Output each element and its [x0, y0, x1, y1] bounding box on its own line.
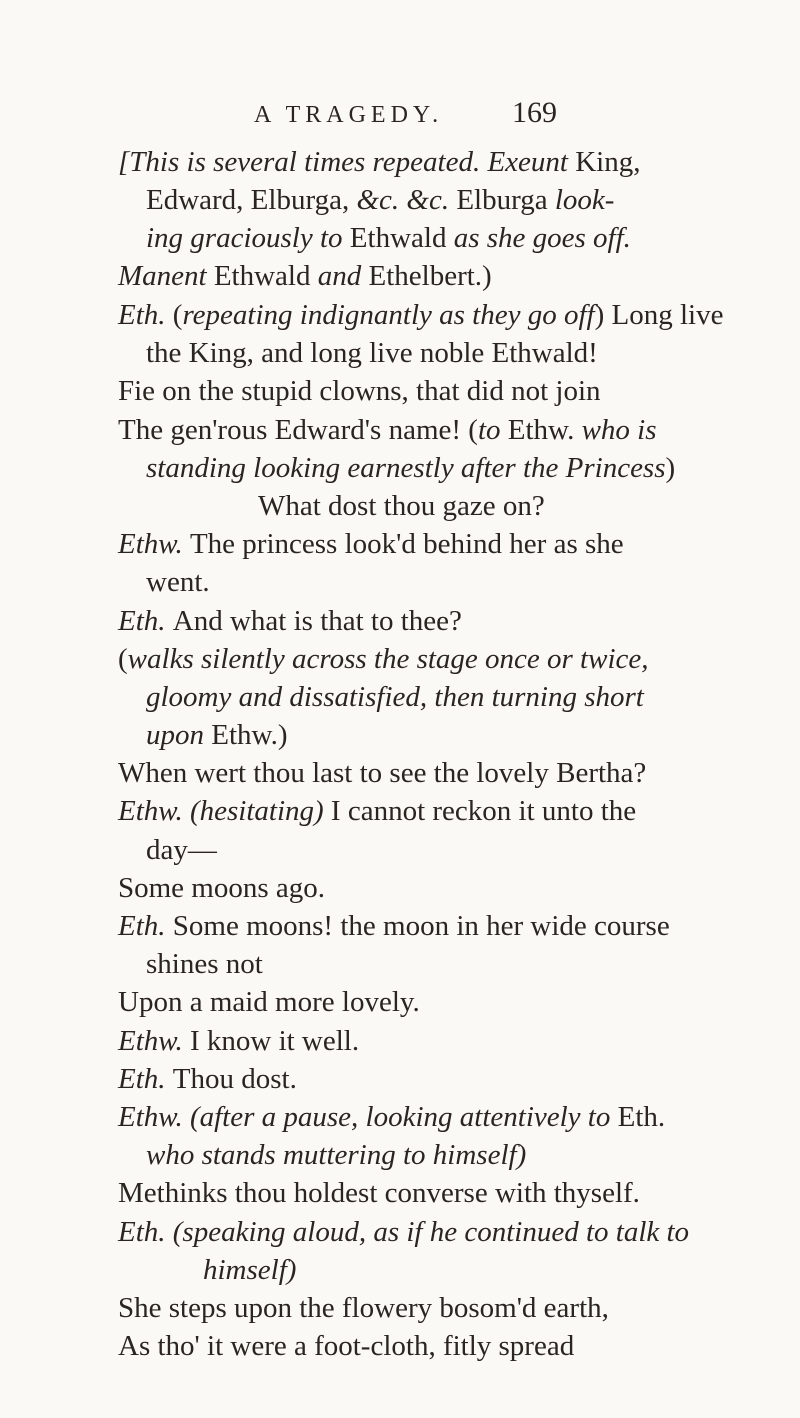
text-segment: ing graciously to — [146, 222, 350, 254]
text-line — [118, 1218, 689, 1247]
text-segment: shines not — [146, 948, 263, 980]
text-segment: standing looking earnestly after the Princess — [146, 452, 666, 484]
text-segment: Elburga — [456, 184, 555, 216]
text-line — [146, 339, 598, 368]
text-line — [146, 186, 614, 215]
text-segment: went. — [146, 566, 210, 598]
text-line — [118, 1103, 665, 1132]
text-segment: Eth. — [118, 910, 173, 942]
text-line — [258, 492, 545, 521]
text-segment: Ethw. (hesitating) — [118, 795, 331, 827]
text-segment: Edward, Elburga, — [146, 184, 357, 216]
text-segment: who stands muttering to himself) — [146, 1139, 527, 1171]
text-segment: Ethw. — [118, 1025, 190, 1057]
text-line — [118, 301, 723, 330]
text-segment: King, — [575, 146, 641, 178]
text-line — [146, 454, 675, 483]
text-segment: Methinks thou holdest converse with thyself. — [118, 1177, 640, 1209]
text-line — [146, 950, 263, 979]
text-segment: The princess look'd behind her as she — [189, 528, 624, 560]
text-segment: I know it well. — [189, 1025, 360, 1057]
text-segment: ) — [665, 452, 676, 484]
text-segment: Eth. — [118, 1063, 173, 1095]
text-segment: ( — [118, 643, 128, 675]
text-segment: Ethwald — [349, 222, 454, 254]
running-title: A TRAGEDY. — [254, 102, 444, 128]
text-segment: She steps upon the flowery bosom'd earth, — [118, 1292, 609, 1324]
text-segment: ) Long live — [594, 299, 724, 331]
text-segment: The gen'rous Edward's name! ( — [118, 414, 478, 446]
text-segment: Manent — [118, 260, 214, 292]
text-segment: as she goes off. — [453, 222, 631, 254]
text-segment: Eth. — [617, 1101, 666, 1133]
text-segment: repeating indignantly as they go off — [182, 299, 595, 331]
text-line — [118, 1179, 640, 1208]
text-line — [118, 1332, 574, 1361]
text-segment: and — [317, 260, 369, 292]
text-line — [118, 1065, 297, 1094]
text-segment: Eth. — [118, 299, 173, 331]
text-line — [118, 759, 646, 788]
text-line — [203, 1256, 296, 1285]
text-line — [118, 416, 657, 445]
text-segment: And what is that to thee? — [172, 605, 462, 637]
text-line — [146, 721, 288, 750]
text-segment: I cannot reckon it unto the — [330, 795, 637, 827]
text-segment: himself) — [203, 1254, 297, 1286]
text-line — [118, 607, 462, 636]
text-segment: Ethw. — [507, 414, 582, 446]
text-line — [118, 530, 624, 559]
text-segment: Ethw. — [118, 528, 190, 560]
text-segment: Eth. (speaking aloud, as if he continued to talk to — [118, 1216, 690, 1248]
page-number: 169 — [512, 96, 557, 129]
text-line — [146, 568, 210, 597]
text-segment: Fie on the stupid clowns, that did not join — [118, 375, 601, 407]
page-header — [0, 96, 800, 136]
text-segment: Upon a maid more lovely. — [118, 986, 420, 1018]
text-segment: gloomy and dissatisfied, then turning short — [146, 681, 644, 713]
text-line — [118, 988, 420, 1017]
text-segment: ( — [172, 299, 183, 331]
text-segment: the King, and long live noble Ethwald! — [146, 337, 598, 369]
text-line — [118, 874, 325, 903]
text-segment: Thou dost. — [172, 1063, 297, 1095]
text-segment: As tho' it were a foot-cloth, fitly spread — [118, 1330, 575, 1362]
text-line — [118, 1027, 359, 1056]
text-segment: look- — [554, 184, 615, 216]
text-segment: walks silently across the stage once or twice, — [127, 643, 649, 675]
text-segment: Some moons ago. — [118, 872, 326, 904]
text-line — [118, 645, 649, 674]
text-segment: Ethelbert.) — [368, 260, 492, 292]
text-segment: Eth. — [118, 605, 173, 637]
text-line — [118, 262, 492, 291]
text-line — [118, 797, 636, 826]
text-segment: upon — [146, 719, 212, 751]
text-segment: Ethwald — [213, 260, 318, 292]
text-segment: to — [477, 414, 508, 446]
text-segment: [This is several times repeated. Exeunt — [118, 146, 576, 178]
text-line — [118, 148, 640, 177]
text-line — [146, 836, 217, 865]
text-segment: &c. &c. — [356, 184, 457, 216]
text-line — [118, 912, 670, 941]
text-line — [146, 1141, 526, 1170]
text-segment: who is — [581, 414, 657, 446]
text-segment: Ethw.) — [211, 719, 288, 751]
text-line — [146, 683, 644, 712]
text-segment: Ethw. (after a pause, looking attentively to — [118, 1101, 618, 1133]
text-segment: What dost thou gaze on? — [258, 490, 545, 522]
text-line — [118, 1294, 609, 1323]
text-line — [118, 377, 601, 406]
text-segment: When wert thou last to see the lovely Bertha? — [118, 757, 647, 789]
text-segment: Some moons! the moon in her wide course — [172, 910, 670, 942]
text-line — [146, 224, 631, 253]
text-segment: day— — [146, 834, 217, 866]
